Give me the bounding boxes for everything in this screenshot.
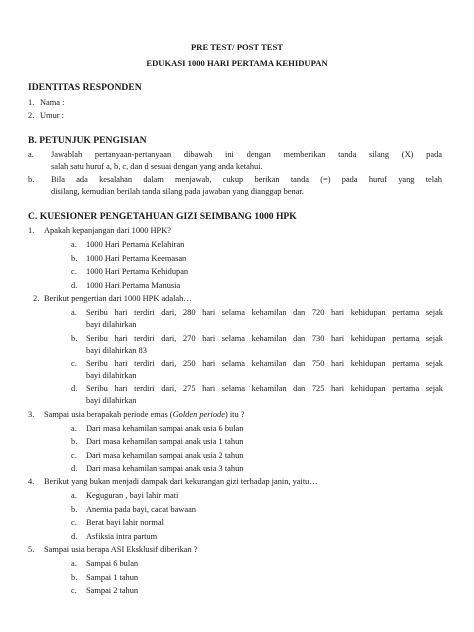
- petunjuk-heading: B. PETUNJUK PENGISIAN: [28, 135, 147, 146]
- question-5-text: Sampai usia berapa ASI Eksklusif diberikan ?: [44, 545, 198, 554]
- q4-option-d: Asfiksia intra partum: [86, 532, 158, 541]
- petunjuk-marker-b: b.: [28, 175, 35, 184]
- question-1-text: Apakah kepanjangan dari 1000 HPK?: [44, 226, 171, 235]
- q4-option-c-letter: c.: [71, 518, 77, 527]
- q3-option-d-letter: d.: [71, 464, 78, 473]
- question-1-number: 1.: [28, 226, 35, 235]
- q3-option-b-letter: b.: [71, 437, 78, 446]
- question-4-text: Berikut yang bukan menjadi dampak dari kekurangan gizi terhadap janin, yaitu…: [44, 477, 318, 486]
- page-subtitle: EDUKASI 1000 HARI PERTAMA KEHIDUPAN: [146, 58, 328, 68]
- q5-option-a: Sampai 6 bulan: [86, 559, 139, 568]
- q4-option-b-letter: b.: [71, 505, 78, 514]
- question-5-number: 5.: [28, 545, 35, 554]
- identitas-heading: IDENTITAS RESPONDEN: [28, 82, 142, 93]
- question-3-text-end: ) itu ?: [224, 410, 245, 419]
- page-title: PRE TEST/ POST TEST: [191, 42, 283, 52]
- q4-option-b: Anemia pada bayi, cacat bawaan: [86, 505, 196, 514]
- question-4-number: 4.: [28, 477, 35, 486]
- question-3-text-italic: Golden periode: [172, 410, 225, 419]
- question-3-text: [44, 410, 245, 420]
- kuesioner-heading: C. KUESIONER PENGETAHUAN GIZI SEIMBANG 1000 HPK: [28, 211, 297, 222]
- q3-option-a-letter: a.: [71, 424, 77, 433]
- q1-option-a: 1000 Hari Pertama Kelahiran: [86, 240, 185, 249]
- q1-option-a-letter: a.: [71, 240, 77, 249]
- q2-option-a-line1: Seribu hari terdiri dari, 280 hari selama kehamilan dan 720 hari kehidupan pertama sejak: [86, 308, 443, 317]
- q2-option-b-line1: Seribu hari terdiri dari, 270 hari selama kehamilan dan 730 hari kehidupan pertama sejak: [86, 334, 443, 343]
- q2-option-d-letter: d.: [71, 384, 78, 393]
- q2-option-a-letter: a.: [71, 308, 77, 317]
- question-3-text-start: Sampai usia berapakah periode emas (: [44, 410, 173, 419]
- q2-option-d-line2: bayi dilahirkan: [86, 396, 137, 405]
- q5-option-b: Sampai 1 tahun: [86, 573, 139, 582]
- q2-option-a-line2: bayi dilahirkan: [86, 320, 137, 329]
- q4-option-a-letter: a.: [71, 491, 77, 500]
- q2-option-b-line2: bayi dilahirkan 83: [86, 346, 147, 355]
- q2-option-c-line1: Seribu hari terdiri dari, 250 hari selama kehamilan dan 750 hari kehidupan pertama sejak: [86, 359, 443, 368]
- petunjuk-marker-a: a.: [28, 150, 34, 159]
- identitas-num-2: 2.: [28, 111, 35, 120]
- q5-option-b-letter: b.: [71, 573, 78, 582]
- q3-option-b: Dari masa kehamilan sampai anak usia 1 tahun: [86, 437, 244, 446]
- petunjuk-b-line2: disilang, kemudian berilah tanda silang pada jawaban yang dianggap benar.: [51, 187, 304, 196]
- q3-option-d: Dari masa kehamilan sampai anak usia 3 tahun: [86, 464, 244, 473]
- q4-option-a: Keguguran , bayi lahir mati: [86, 491, 179, 500]
- q2-option-c-letter: c.: [71, 359, 77, 368]
- q5-option-c: Sampai 2 tahun: [86, 586, 139, 595]
- q1-option-d: 1000 Hari Pertama Manusia: [86, 281, 181, 290]
- question-2-number: 2.: [33, 294, 40, 303]
- q5-option-a-letter: a.: [71, 559, 77, 568]
- q5-option-c-letter: c.: [71, 586, 77, 595]
- umur-label: Umur :: [40, 111, 64, 120]
- q1-option-c-letter: c.: [71, 267, 77, 276]
- identitas-num-1: 1.: [28, 98, 35, 107]
- q3-option-c-letter: c.: [71, 451, 77, 460]
- q2-option-d-line1: Seribu hari terdiri dari, 275 hari selama kehamilan dan 725 hari kehidupan pertama sejak: [86, 384, 443, 393]
- q1-option-c: 1000 Hari Pertama Kehidupan: [86, 267, 189, 276]
- q1-option-b: 1000 Hari Pertama Keemasan: [86, 254, 187, 263]
- q4-option-c: Berat bayi lahir normal: [86, 518, 164, 527]
- petunjuk-a-line2: salah satu huruf a, b, c, dan d sesuai dengan yang anda ketahui.: [51, 162, 263, 171]
- question-3-number: 3.: [28, 410, 35, 419]
- q4-option-d-letter: d.: [71, 532, 78, 541]
- q1-option-d-letter: d.: [71, 281, 78, 290]
- nama-label: Nama :: [40, 98, 65, 107]
- question-2-text: Berikut pengertian dari 1000 HPK adalah…: [44, 294, 192, 303]
- petunjuk-b-line1: Bila ada kesalahan dalam menjawab, cukup berikan tanda (=) pada huruf yang telah: [51, 175, 442, 184]
- q3-option-a: Dari masa kehamilan sampai anak usia 6 bulan: [86, 424, 244, 433]
- q2-option-c-line2: bayi dilahirkan: [86, 371, 137, 380]
- q3-option-c: Dari masa kehamilan sampai anak usia 2 tahun: [86, 451, 244, 460]
- q2-option-b-letter: b.: [71, 334, 78, 343]
- petunjuk-a-line1: Jawablah pertanyaan-pertanyaan dibawah ini dengan memberikan tanda silang (X) pada: [51, 150, 442, 159]
- q1-option-b-letter: b.: [71, 254, 78, 263]
